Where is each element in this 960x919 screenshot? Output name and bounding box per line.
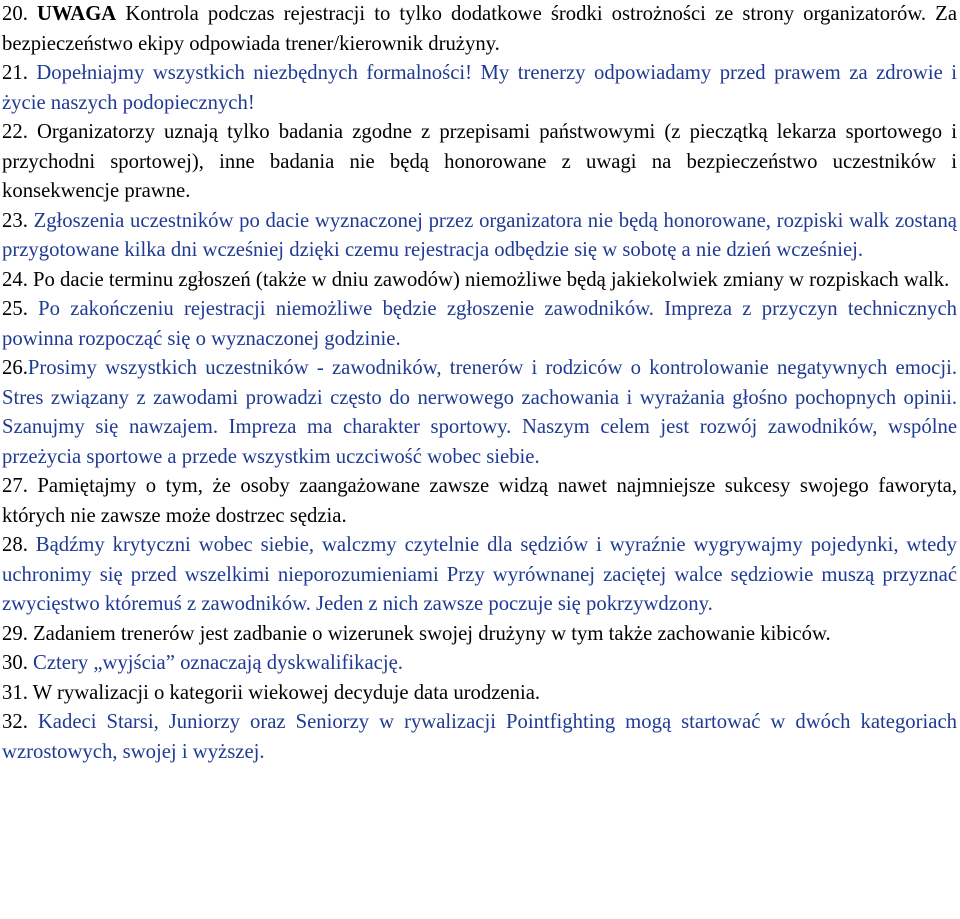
text-segment bbox=[28, 3, 37, 25]
item-number: 27. bbox=[2, 475, 28, 497]
text-segment: Zadaniem trenerów jest zadbanie o wizerunek swojej drużyny w tym także zachowanie kibiców. bbox=[27, 622, 831, 645]
item-number: 25. bbox=[2, 298, 28, 320]
paragraph-24 bbox=[2, 266, 957, 296]
paragraph-26 bbox=[2, 354, 957, 472]
paragraph-29 bbox=[2, 620, 957, 650]
text-segment: Kadeci Starsi, Juniorzy oraz Seniorzy w rywalizacji Pointfighting mogą startować w dwóch kategoriach wzrostowych, swojej i wyższej. bbox=[2, 711, 957, 763]
text-segment: Bądźmy krytyczni wobec siebie, walczmy czytelnie dla sędziów i wyraźnie wygrywajmy pojedynki, wtedy uchronimy się przed wszelkimi nieporozumieniami Przy wyrównanej zaciętej walce sędziowie muszą przyznać zwycięstwo któremuś z zawodników. Jeden z nich zawsze poczuje się pokrzywdzony. bbox=[2, 534, 957, 615]
item-number: 20. bbox=[2, 3, 28, 25]
text-segment: Zgłoszenia uczestników po dacie wyznaczonej przez organizatora nie będą honorowane, rozpiski walk zostaną przygotowane kilka dni wcześniej dzięki czemu rejestracja odbędzie się w sobotę a nie dzień wcześniej. bbox=[2, 209, 957, 261]
item-number: 32. bbox=[2, 711, 28, 733]
item-number: 23. bbox=[2, 209, 28, 232]
text-segment: Po dacie terminu zgłoszeń (także w dniu zawodów) niemożliwe będą jakiekolwiek zmiany w rozpiskach walk. bbox=[27, 268, 950, 291]
paragraph-20 bbox=[2, 0, 957, 59]
text-segment: W rywalizacji o kategorii wiekowej decyduje data urodzenia. bbox=[27, 681, 541, 704]
paragraph-32 bbox=[2, 708, 957, 767]
item-number: 22. bbox=[2, 121, 28, 143]
text-segment: Prosimy wszystkich uczestników - zawodników, trenerów i rodziców o kontrolowanie negatywnych emocji. Stres związany z zawodami prowadzi często do nerwowego zachowania i wyrażania głośno pochopnych opinii. Szanujmy się nawzajem. Impreza ma charakter sportowy. Naszym celem jest rozwój zawodników, wspólne przeżycia sportowe a przede wszystkim uczciwość wobec siebie. bbox=[2, 357, 957, 468]
warning-label: UWAGA bbox=[36, 3, 117, 25]
paragraph-27 bbox=[2, 472, 957, 531]
item-number: 31. bbox=[2, 681, 28, 704]
paragraph-21 bbox=[2, 59, 957, 118]
paragraph-30 bbox=[2, 649, 957, 679]
item-number: 29. bbox=[2, 622, 28, 645]
item-number: 28. bbox=[2, 534, 28, 556]
item-number: 21. bbox=[2, 62, 28, 84]
paragraph-25 bbox=[2, 295, 957, 354]
paragraph-23 bbox=[2, 207, 957, 266]
text-segment: Kontrola podczas rejestracji to tylko dodatkowe środki ostrożności ze strony organizatorów. Za bezpieczeństwo ekipy odpowiada trener/kierownik drużyny. bbox=[2, 3, 957, 55]
paragraph-22 bbox=[2, 118, 957, 207]
paragraph-31 bbox=[2, 679, 957, 709]
text-segment: Organizatorzy uznają tylko badania zgodne z przepisami państwowymi (z pieczątką lekarza sportowego i przychodni sportowej), inne badania nie będą honorowane z uwagi na bezpieczeństwo uczestników i konsekwencje prawne. bbox=[2, 121, 957, 202]
text-segment: Dopełniajmy wszystkich niezbędnych formalności! My trenerzy odpowiadamy przed prawem za zdrowie i życie naszych podopiecznych! bbox=[2, 62, 957, 114]
paragraph-28 bbox=[2, 531, 957, 620]
text-segment: Pamiętajmy o tym, że osoby zaangażowane zawsze widzą nawet najmniejsze sukcesy swojego faworyta, których nie zawsze może dostrzec sędzia. bbox=[2, 475, 957, 527]
text-segment: Cztery „wyjścia” oznaczają dyskwalifikację. bbox=[27, 652, 403, 674]
item-number: 26. bbox=[2, 357, 28, 379]
item-number: 24. bbox=[2, 268, 28, 291]
item-number: 30. bbox=[2, 652, 28, 674]
text-segment: Po zakończeniu rejestracji niemożliwe będzie zgłoszenie zawodników. Impreza z przyczyn technicznych powinna rozpocząć się o wyznaczonej godzinie. bbox=[2, 298, 957, 350]
